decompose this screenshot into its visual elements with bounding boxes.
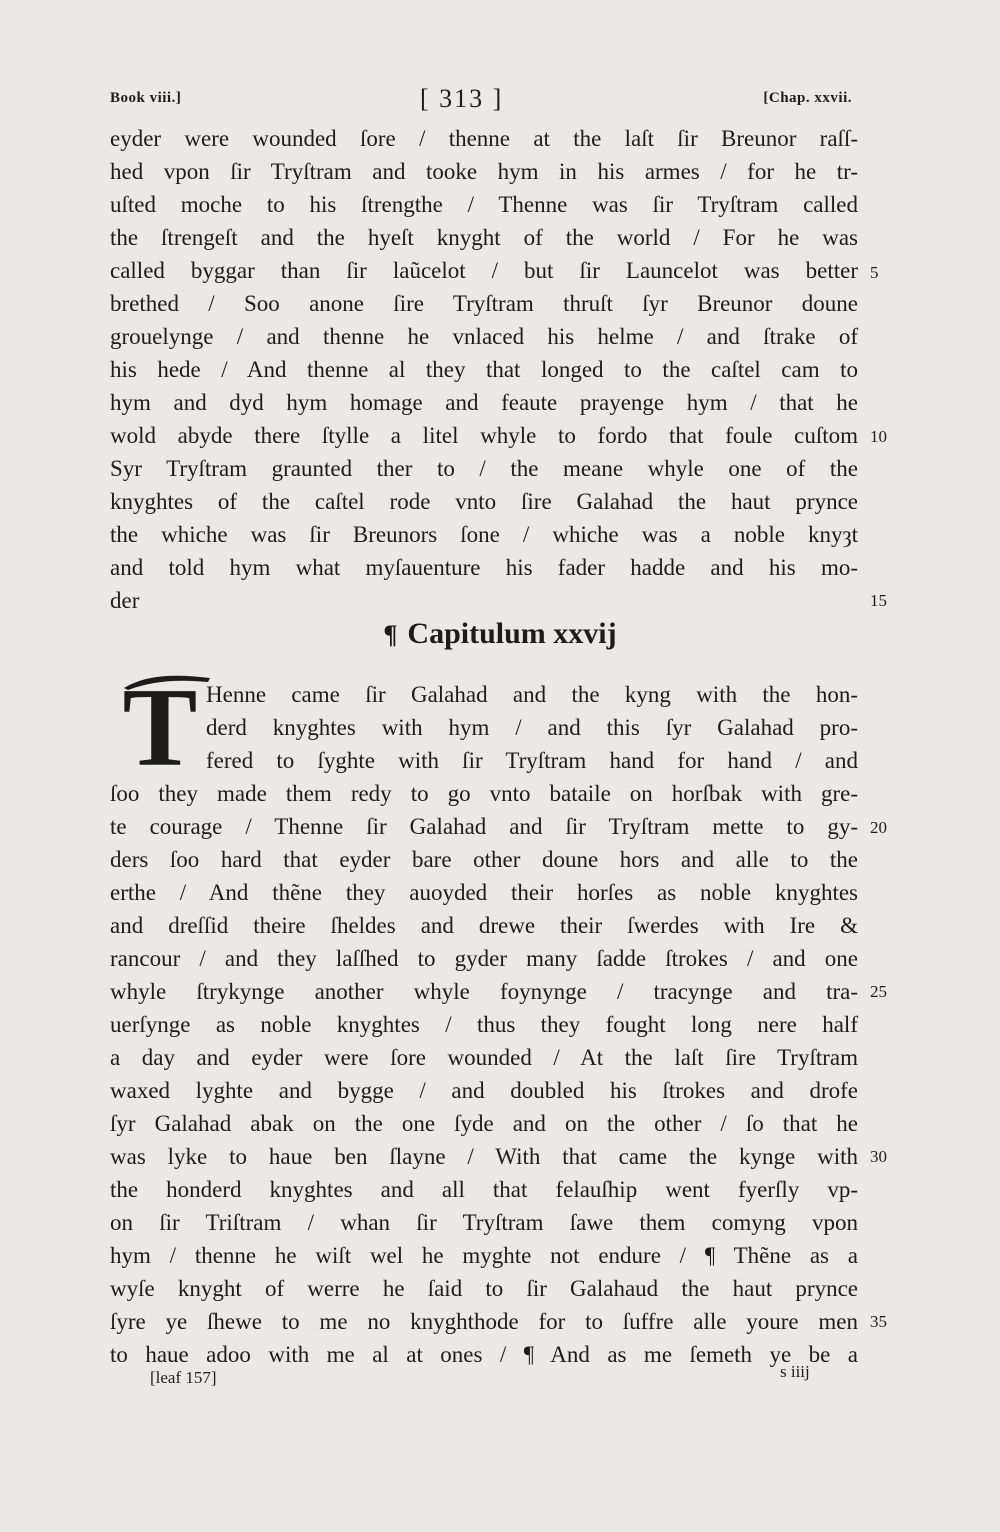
text-line: whyle ſtrykynge another whyle foynynge / tracynge and tra- [110,979,858,1004]
text-line: and told hym what myſauenture his fader hadde and his mo- [110,555,858,580]
text-line: the whiche was ſir Breunors ſone / whiche was a noble knyȝt [110,522,858,547]
text-line: ders ſoo hard that eyder bare other doune hors and alle to the [110,847,858,872]
text-line: Henne came ſir Galahad and the kyng with the hon- [206,682,858,707]
text-line: wold abyde there ſtylle a litel whyle to fordo that foule cuſtom [110,423,858,448]
text-line: uſted moche to his ſtrengthe / Thenne was ſir Tryſtram called [110,192,858,217]
text-line: rancour / and they laſſhed to gyder many ſadde ſtrokes / and one [110,946,858,971]
text-line: hym and dyd hym homage and feaute prayenge hym / that he [110,390,858,415]
text-line: ſyre ye ſhewe to me no knyghthode for to ſuffre alle youre men [110,1309,858,1334]
page-number: [ 313 ] [420,84,504,113]
text-line: uerſynge as noble knyghtes / thus they fought long nere half [110,1012,858,1037]
text-line: was lyke to haue ben ſlayne / With that came the kynge with [110,1144,858,1169]
leaf-reference: [leaf 157] [150,1368,217,1387]
text-line: called byggar than ſir laũcelot / but ſir Launcelot was better [110,258,858,283]
text-line: Syr Tryſtram graunted ther to / the meane whyle one of the [110,456,858,481]
line-number: 25 [870,982,887,1001]
text-line: grouelynge / and thenne he vnlaced his helme / and ſtrake of [110,324,858,349]
text-line: on ſir Triſtram / whan ſir Tryſtram ſawe them comyng vpon [110,1210,858,1235]
text-line: the ſtrengeſt and the hyeſt knyght of the world / For he was [110,225,858,250]
drop-cap: T [122,666,198,790]
text-line: to haue adoo with me al at ones / ¶ And as me ſemeth ye be a [110,1342,858,1367]
pilcrow-mark: ¶ [383,620,398,649]
text-line: waxed lyghte and bygge / and doubled his ſtrokes and drofe [110,1078,858,1103]
text-line: der [110,588,140,613]
text-line: and dreſſid theire ſheldes and drewe their ſwerdes with Ire & [110,913,858,938]
text-line: te courage / Thenne ſir Galahad and ſir Tryſtram mette to gy- [110,814,858,839]
text-line: derd knyghtes with hym / and this ſyr Galahad pro- [206,715,858,740]
text-line: the honderd knyghtes and all that felauſhip went fyerſly vp- [110,1177,858,1202]
line-number: 30 [870,1147,887,1166]
text-line: his hede / And thenne al they that longed to the caſtel cam to [110,357,858,382]
text-line: knyghtes of the caſtel rode vnto ſire Galahad the haut prynce [110,489,858,514]
line-number: 35 [870,1312,887,1331]
line-number: 5 [870,263,879,282]
text-line: eyder were wounded ſore / thenne at the laſt ſir Breunor raſſ- [110,126,858,151]
text-line: wyſe knyght of werre he ſaid to ſir Galahaud the haut prynce [110,1276,858,1301]
line-number: 15 [870,591,887,610]
text-line: ſoo they made them redy to go vnto bataile on horſbak with gre- [110,781,858,806]
text-line: erthe / And thẽne they auoyded their horſes as noble knyghtes [110,880,858,905]
text-line: hed vpon ſir Tryſtram and tooke hym in his armes / for he tr- [110,159,858,184]
text-line: hym / thenne he wiſt wel he myghte not endure / ¶ Thẽne as a [110,1243,858,1268]
line-number: 10 [870,427,887,446]
text-line: a day and eyder were ſore wounded / At the laſt ſire Tryſtram [110,1045,858,1070]
text-line: fered to ſyghte with ſir Tryſtram hand for hand / and [206,748,858,773]
running-head [0,84,1000,114]
line-number: 20 [870,818,887,837]
running-head-book: Book viii.] [110,90,182,106]
signature-mark: s iiij [780,1362,810,1381]
chapter-title: Capitulum xxvij [407,617,617,650]
text-line: brethed / Soo anone ſire Tryſtram thruſt ſyr Breunor doune [110,291,858,316]
running-head-chapter: [Chap. xxvii. [763,90,852,106]
chapter-heading [0,612,1000,656]
text-line: ſyr Galahad abak on the one ſyde and on the other / ſo that he [110,1111,858,1136]
